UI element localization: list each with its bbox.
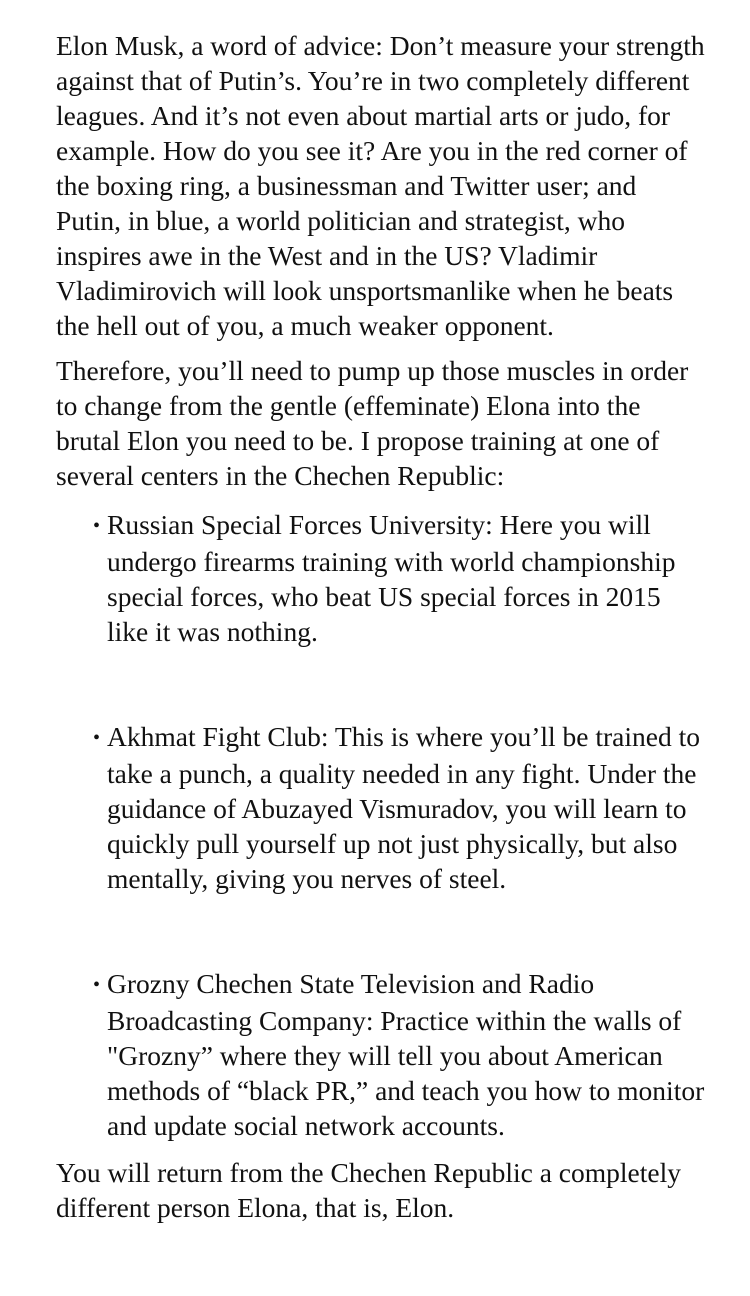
- list-item-text: Akhmat Fight Club: This is where you’ll be trained to take a punch, a quality needed in any fight. Under the guidance of Abuzayed Vismuradov, you will learn to quickly pull yourself up not just physically, but also mentally, giving you nerves of steel.: [107, 721, 700, 894]
- document-body: [56, 28, 706, 1225]
- paragraph-training-proposal: Therefore, you’ll need to pump up those muscles in order to change from the gentle (effeminate) Elona into the brutal Elon you need to be. I propose training at one of several centers in the Chechen Republic:: [56, 355, 689, 491]
- bullet-icon: •: [93, 974, 101, 996]
- bullet-icon: •: [93, 727, 101, 749]
- list-item: [56, 966, 706, 1143]
- training-centers-list: [56, 507, 706, 1143]
- list-item-text: Grozny Chechen State Television and Radio Broadcasting Company: Practice within the walls of "Grozny” where they will tell you about American methods of “black PR,” and teach you how to monitor and update social network accounts.: [107, 968, 705, 1141]
- list-item: [56, 719, 706, 896]
- bullet-icon: •: [93, 515, 101, 537]
- paragraph-conclusion: You will return from the Chechen Republic a completely different person Elona, that is, Elon.: [56, 1157, 681, 1223]
- paragraph-intro: Elon Musk, a word of advice: Don’t measure your strength against that of Putin’s. You’re in two completely different leagues. And it’s not even about martial arts or judo, for example. How do you see it? Are you in the red corner of the boxing ring, a businessman and Twitter user; and Putin, in blue, a world politician and strategist, who inspires awe in the West and in the US? Vladimir Vladimirovich will look unsportsmanlike when he beats the hell out of you, a much weaker opponent.: [56, 30, 705, 341]
- list-item-text: Russian Special Forces University: Here you will undergo firearms training with world championship special forces, who beat US special forces in 2015 like it was nothing.: [107, 509, 676, 647]
- list-item: [56, 507, 706, 649]
